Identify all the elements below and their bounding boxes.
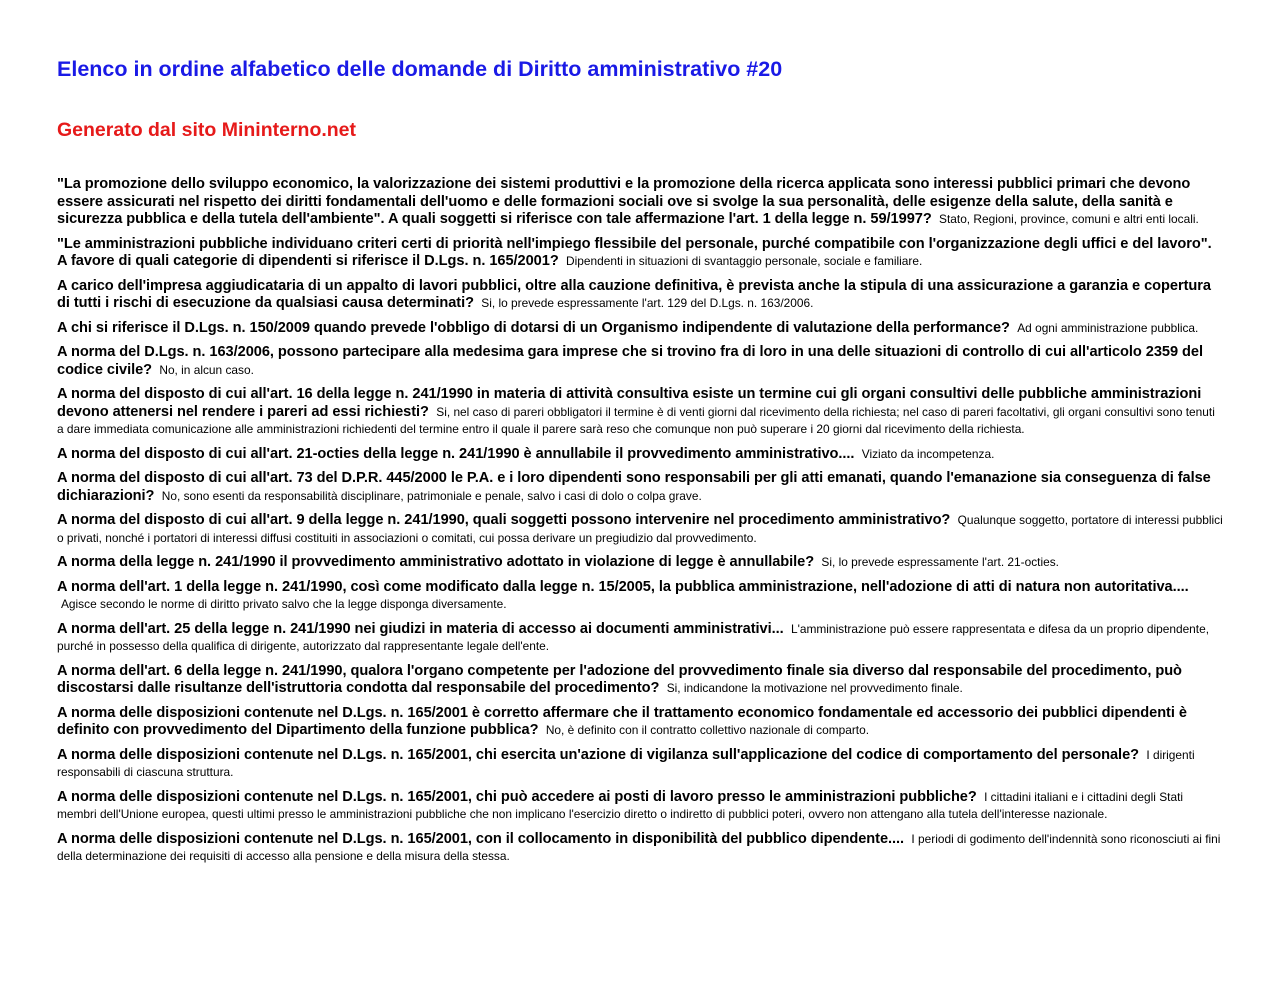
answer-text: Agisce secondo le norme di diritto privato salvo che la legge disponga diversamente. bbox=[61, 597, 507, 611]
question-text: A norma delle disposizioni contenute nel D.Lgs. n. 165/2001 è corretto affermare che il trattamento economico fondamentale ed accessorio dei pubblici dipendenti è definito con provvedimento del Dipartimento della funzione pubblica? bbox=[57, 704, 1187, 738]
qa-item bbox=[57, 747, 1223, 782]
answer-text: Dipendenti in situazioni di svantaggio personale, sociale e familiare. bbox=[566, 254, 923, 268]
answer-text: I cittadini italiani e i cittadini degli Stati membri dell'Unione europea, questi ultimi presso le amministrazioni pubbliche che non implicano l'esercizio diretto o indiretto di pubblici poteri, ovvero non attengano alla tutela dell'interesse nazionale. bbox=[57, 789, 1184, 821]
question-text: "La promozione dello sviluppo economico, la valorizzazione dei sistemi produttivi e la promozione della ricerca applicata sono interessi pubblici primari che devono essere assicurati nel rispetto dei diritti fondamentali dell'uomo e delle formazioni sociali ove si svolge la sua personalità, delle esigenze della salute, della sanità e sicurezza pubblica e della tutela dell'ambiente". A quali soggetti si riferisce con tale affermazione l'art. 1 della legge n. 59/1997? bbox=[57, 176, 1191, 227]
qa-item bbox=[57, 705, 1223, 740]
answer-text: Si, nel caso di pareri obbligatori il termine è di venti giorni dal ricevimento della richiesta; nel caso di pareri facoltativi, gli organi consultivi sono tenuti a dare immediata comunicazione alle amministrazioni richiedenti del termine entro il quale il parere sarà reso che comunque non può superare i 20 giorni dal ricevimento della richiesta. bbox=[57, 404, 1215, 436]
qa-item bbox=[57, 176, 1223, 229]
question-text: A norma del D.Lgs. n. 163/2006, possono partecipare alla medesima gara imprese che si trovino fra di loro in una delle situazioni di controllo di cui all'articolo 2359 del codice civile? bbox=[57, 344, 1203, 378]
answer-text: I periodi di godimento dell'indennità sono riconosciuti ai fini della determinazione dei requisiti di accesso alla pensione e della misura della stessa. bbox=[57, 831, 1221, 863]
qa-item bbox=[57, 554, 1223, 572]
question-list bbox=[57, 176, 1223, 873]
qa-item bbox=[57, 579, 1223, 614]
qa-item bbox=[57, 236, 1223, 271]
answer-text: Si, indicandone la motivazione nel provvedimento finale. bbox=[666, 681, 963, 695]
answer-text: No, è definito con il contratto collettivo nazionale di comparto. bbox=[545, 723, 870, 737]
answer-text: No, sono esenti da responsabilità disciplinare, patrimoniale e penale, salvo i casi di dolo o colpa grave. bbox=[161, 488, 702, 503]
page-title: Elenco in ordine alfabetico delle domande di Diritto amministrativo #20 bbox=[57, 57, 783, 81]
answer-text: Qualunque soggetto, portatore di interessi pubblici o privati, nonché i portatori di interessi diffusi costituiti in associazioni o comitati, cui possa derivare un pregiudizio dal provvedimento. bbox=[57, 513, 1223, 545]
question-text: A norma delle disposizioni contenute nel D.Lgs. n. 165/2001, con il collocamento in disponibilità del pubblico dipendente.... bbox=[57, 830, 905, 847]
answer-text: L'amministrazione può essere rappresentata e difesa da un proprio dipendente, purché in possesso della qualifica di dirigente, autorizzato dal rappresentante legale dell'ente. bbox=[57, 621, 1210, 653]
question-text: A norma del disposto di cui all'art. 21-octies della legge n. 241/1990 è annullabile il provvedimento amministrativo.... bbox=[57, 445, 855, 462]
question-text: A norma del disposto di cui all'art. 9 della legge n. 241/1990, quali soggetti possono intervenire nel procedimento amministrativo? bbox=[57, 512, 951, 528]
question-text: A norma dell'art. 25 della legge n. 241/1990 nei giudizi in materia di accesso ai documenti amministrativi... bbox=[57, 620, 784, 637]
qa-item bbox=[57, 789, 1223, 824]
question-text: A norma del disposto di cui all'art. 16 della legge n. 241/1990 in materia di attività consultiva esiste un termine cui gli organi consultivi delle pubbliche amministrazioni devono attenersi nel rendere i pareri ad essi richiesti? bbox=[57, 386, 1202, 420]
answer-text: No, in alcun caso. bbox=[159, 362, 254, 377]
qa-item bbox=[57, 621, 1223, 656]
question-text: A norma della legge n. 241/1990 il provvedimento amministrativo adottato in violazione di legge è annullabile? bbox=[57, 554, 815, 570]
qa-item bbox=[57, 831, 1223, 866]
answer-text: Ad ogni amministrazione pubblica. bbox=[1017, 320, 1199, 335]
question-text: A norma dell'art. 6 della legge n. 241/1990, qualora l'organo competente per l'adozione del provvedimento finale sia diverso dal responsabile del procedimento, può discostarsi dalle risultanze dell'istruttoria condotta dal responsabile del procedimento? bbox=[57, 662, 1182, 696]
qa-item bbox=[57, 344, 1223, 379]
question-text: A norma del disposto di cui all'art. 73 del D.P.R. 445/2000 le P.A. e i loro dipendenti sono responsabili per gli atti emanati, quando l'emanazione sia conseguenza di false dichiarazioni? bbox=[57, 470, 1211, 504]
question-text: A norma delle disposizioni contenute nel D.Lgs. n. 165/2001, chi può accedere ai posti di lavoro presso le amministrazioni pubbliche? bbox=[57, 788, 977, 805]
answer-text: Si, lo prevede espressamente l'art. 129 del D.Lgs. n. 163/2006. bbox=[481, 296, 814, 310]
answer-text: I dirigenti responsabili di ciascuna struttura. bbox=[57, 747, 1195, 779]
qa-item bbox=[57, 512, 1223, 547]
qa-item bbox=[57, 446, 1223, 464]
qa-item bbox=[57, 386, 1223, 439]
qa-item bbox=[57, 663, 1223, 698]
question-text: "Le amministrazioni pubbliche individuano criteri certi di priorità nell'impiego flessibile del personale, purché compatibile con l'organizzazione degli uffici e del lavoro". A favore di quali categorie di dipendenti si riferisce il D.Lgs. n. 165/2001? bbox=[57, 235, 1212, 269]
question-text: A chi si riferisce il D.Lgs. n. 150/2009 quando prevede l'obbligo di dotarsi di un Organismo indipendente di valutazione della performance? bbox=[57, 319, 1010, 336]
qa-item bbox=[57, 320, 1223, 338]
question-text: A carico dell'impresa aggiudicataria di un appalto di lavori pubblici, oltre alla cauzione definitiva, è prevista anche la stipula di una assicurazione a garanzia e copertura di tutti i rischi di esecuzione da qualsiasi causa determinati? bbox=[57, 277, 1211, 311]
qa-item bbox=[57, 278, 1223, 313]
question-text: A norma delle disposizioni contenute nel D.Lgs. n. 165/2001, chi esercita un'azione di vigilanza sull'applicazione del codice di comportamento del personale? bbox=[57, 746, 1139, 763]
question-text: A norma dell'art. 1 della legge n. 241/1990, così come modificato dalla legge n. 15/2005, la pubblica amministrazione, nell'adozione di atti di natura non autoritativa.... bbox=[57, 578, 1189, 595]
page-subtitle: Generato dal sito Mininterno.net bbox=[57, 119, 357, 141]
answer-text: Stato, Regioni, province, comuni e altri enti locali. bbox=[939, 212, 1199, 226]
qa-item bbox=[57, 470, 1223, 505]
answer-text: Si, lo prevede espressamente l'art. 21-octies. bbox=[821, 555, 1059, 569]
answer-text: Viziato da incompetenza. bbox=[861, 446, 995, 461]
